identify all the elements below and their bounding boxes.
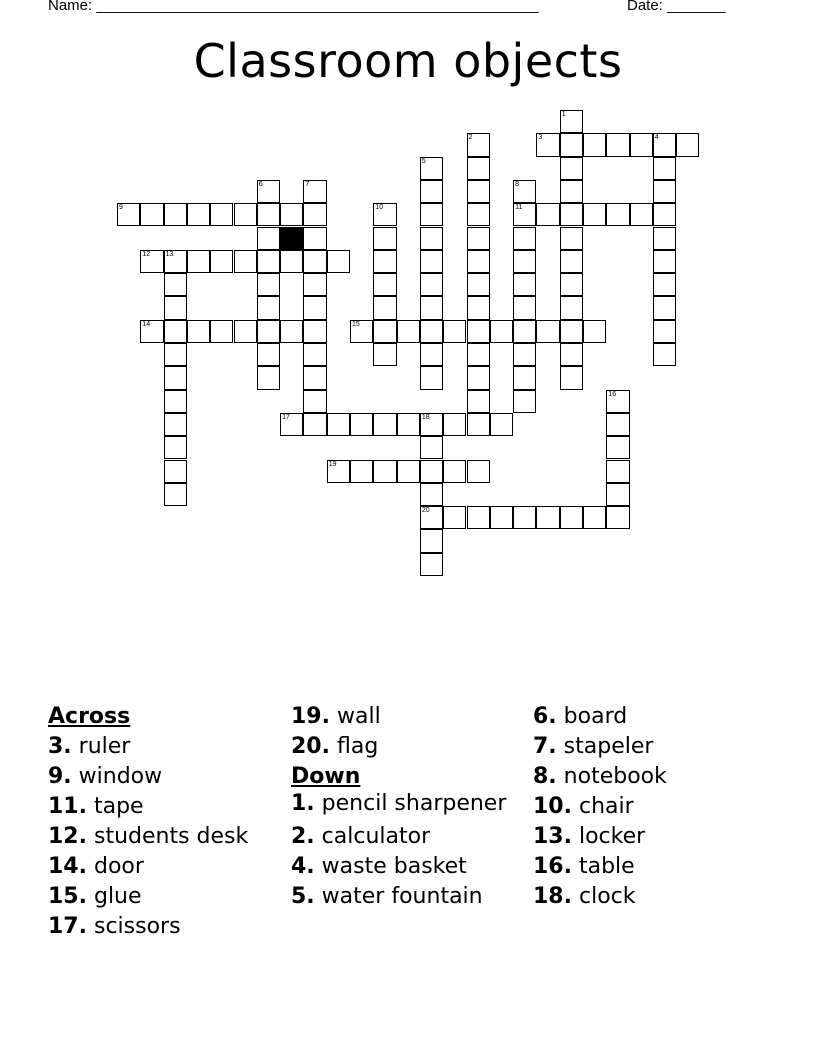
crossword-cell[interactable] (653, 180, 676, 203)
crossword-cell[interactable] (536, 320, 559, 343)
clue-number: 15. (48, 884, 87, 909)
black-cell (280, 227, 303, 250)
crossword-cell[interactable] (164, 390, 187, 413)
crossword-cell[interactable] (653, 296, 676, 319)
crossword-cell[interactable] (234, 320, 257, 343)
crossword-cell[interactable] (606, 390, 629, 413)
clue-number: 18. (533, 884, 572, 909)
clue-text: window (78, 764, 163, 789)
crossword-cell[interactable] (653, 157, 676, 180)
crossword-cell[interactable] (606, 506, 629, 529)
crossword-cell[interactable] (303, 413, 326, 436)
clue-number: 9. (48, 764, 72, 789)
clue-number: 7. (533, 734, 557, 759)
crossword-cell[interactable] (513, 203, 536, 226)
crossword-cell[interactable] (467, 157, 490, 180)
crossword-cell[interactable] (327, 413, 350, 436)
crossword-cell[interactable] (513, 343, 536, 366)
crossword-cell[interactable] (210, 250, 233, 273)
crossword-cell[interactable] (373, 227, 396, 250)
clue-text: chair (578, 794, 634, 819)
crossword-cell[interactable] (140, 320, 163, 343)
crossword-cell[interactable] (443, 506, 466, 529)
crossword-cell[interactable] (513, 296, 536, 319)
clue-item (533, 822, 773, 852)
clue-item (48, 732, 288, 762)
cell-number: 11 (515, 204, 523, 212)
clue-number: 20. (291, 734, 330, 759)
crossword-cell[interactable] (257, 180, 280, 203)
clue-item (533, 732, 773, 762)
crossword-cell[interactable] (536, 203, 559, 226)
crossword-cell[interactable] (373, 460, 396, 483)
crossword-cell[interactable] (467, 366, 490, 389)
clue-item (533, 792, 773, 822)
crossword-cell[interactable] (676, 133, 699, 156)
crossword-cell[interactable] (164, 320, 187, 343)
clue-item (48, 882, 288, 912)
crossword-cell[interactable] (583, 506, 606, 529)
clue-number: 5. (291, 884, 315, 909)
crossword-cell[interactable] (350, 460, 373, 483)
crossword-cell[interactable] (397, 413, 420, 436)
crossword-cell[interactable] (513, 227, 536, 250)
crossword-cell[interactable] (653, 203, 676, 226)
clue-item (48, 822, 288, 852)
crossword-cell[interactable] (420, 227, 443, 250)
across-heading: Across (48, 704, 131, 729)
crossword-cell[interactable] (653, 343, 676, 366)
crossword-cell[interactable] (467, 460, 490, 483)
crossword-cell[interactable] (606, 413, 629, 436)
crossword-cell[interactable] (560, 250, 583, 273)
clue-item (291, 792, 531, 822)
crossword-cell[interactable] (373, 273, 396, 296)
clue-text: glue (93, 884, 142, 909)
clue-number: 19. (291, 704, 330, 729)
clues-column-2 (291, 702, 531, 912)
crossword-cell[interactable] (420, 413, 443, 436)
clue-text: pencil sharpener (321, 791, 507, 816)
crossword-cell[interactable] (373, 296, 396, 319)
crossword-cell[interactable] (490, 506, 513, 529)
crossword-cell[interactable] (164, 296, 187, 319)
crossword-cell[interactable] (257, 320, 280, 343)
crossword-cell[interactable] (443, 413, 466, 436)
crossword-cell[interactable] (164, 343, 187, 366)
clues-column-3 (533, 702, 773, 912)
crossword-cell[interactable] (140, 203, 163, 226)
crossword-cell[interactable] (327, 250, 350, 273)
crossword-cell[interactable] (420, 553, 443, 576)
crossword-cell[interactable] (210, 320, 233, 343)
crossword-cell[interactable] (303, 227, 326, 250)
clue-number: 3. (48, 734, 72, 759)
crossword-cell[interactable] (630, 133, 653, 156)
crossword-cell[interactable] (373, 343, 396, 366)
crossword-cell[interactable] (303, 180, 326, 203)
crossword-cell[interactable] (373, 320, 396, 343)
crossword-cell[interactable] (467, 203, 490, 226)
crossword-cell[interactable] (420, 157, 443, 180)
crossword-cell[interactable] (303, 366, 326, 389)
clue-item (533, 882, 773, 912)
cell-number: 10 (375, 204, 384, 212)
crossword-cell[interactable] (443, 460, 466, 483)
clue-item (48, 762, 288, 792)
crossword-cell[interactable] (257, 203, 280, 226)
clue-item (291, 852, 531, 882)
crossword-cell[interactable] (420, 320, 443, 343)
clue-number: 4. (291, 854, 315, 879)
crossword-cell[interactable] (234, 250, 257, 273)
clue-number: 10. (533, 794, 572, 819)
crossword-cell[interactable] (583, 133, 606, 156)
clue-item (291, 702, 531, 732)
crossword-cell[interactable] (164, 436, 187, 459)
clue-text: clock (578, 884, 636, 909)
crossword-cell[interactable] (420, 506, 443, 529)
clue-number: 6. (533, 704, 557, 729)
cell-number: 3 (538, 134, 543, 142)
crossword-cell[interactable] (117, 203, 140, 226)
crossword-cell[interactable] (583, 203, 606, 226)
clue-number: 14. (48, 854, 87, 879)
cell-number: 14 (142, 320, 151, 328)
cell-number: 17 (282, 413, 290, 421)
cell-number: 5 (421, 157, 426, 165)
crossword-cell[interactable] (420, 296, 443, 319)
crossword-cell[interactable] (513, 390, 536, 413)
crossword-cell[interactable] (653, 320, 676, 343)
clue-text: students desk (93, 824, 249, 849)
crossword-cell[interactable] (397, 460, 420, 483)
clue-item (291, 732, 531, 762)
crossword-cell[interactable] (467, 133, 490, 156)
clue-text: board (563, 704, 628, 729)
crossword-cell[interactable] (164, 460, 187, 483)
crossword-cell[interactable] (210, 203, 233, 226)
crossword-cell[interactable] (630, 203, 653, 226)
clue-item (291, 822, 531, 852)
cell-number: 13 (165, 250, 174, 258)
cell-number: 8 (515, 180, 519, 188)
cell-number: 4 (654, 134, 659, 142)
crossword-cell[interactable] (467, 227, 490, 250)
cell-number: 18 (421, 413, 430, 421)
crossword-cell[interactable] (303, 273, 326, 296)
cell-number: 16 (608, 390, 617, 398)
crossword-cell[interactable] (420, 366, 443, 389)
cell-number: 19 (328, 460, 337, 468)
clue-number: 17. (48, 914, 87, 939)
crossword-cell[interactable] (257, 227, 280, 250)
crossword-cell[interactable] (606, 436, 629, 459)
cell-number: 2 (468, 134, 473, 142)
crossword-cell[interactable] (560, 273, 583, 296)
crossword-cell[interactable] (560, 203, 583, 226)
crossword-cell[interactable] (257, 343, 280, 366)
crossword-cell[interactable] (513, 506, 536, 529)
date-label: Date: (627, 0, 663, 14)
clue-item (48, 852, 288, 882)
crossword-cell[interactable] (513, 180, 536, 203)
crossword-cell[interactable] (280, 320, 303, 343)
crossword-cell[interactable] (560, 296, 583, 319)
crossword-cell[interactable] (467, 390, 490, 413)
crossword-cell[interactable] (303, 390, 326, 413)
clue-number: 13. (533, 824, 572, 849)
crossword-cell[interactable] (280, 413, 303, 436)
crossword-cell[interactable] (467, 343, 490, 366)
crossword-cell[interactable] (467, 506, 490, 529)
crossword-cell[interactable] (187, 250, 210, 273)
crossword-cell[interactable] (164, 366, 187, 389)
clue-text: waste basket (321, 854, 467, 879)
clue-text: flag (336, 734, 379, 759)
crossword-cell[interactable] (583, 320, 606, 343)
crossword-cell[interactable] (560, 180, 583, 203)
clue-text: notebook (563, 764, 667, 789)
crossword-cell[interactable] (653, 227, 676, 250)
crossword-cell[interactable] (327, 460, 350, 483)
crossword-cell[interactable] (164, 203, 187, 226)
crossword-cell[interactable] (420, 250, 443, 273)
crossword-cell[interactable] (420, 460, 443, 483)
crossword-cell[interactable] (164, 273, 187, 296)
crossword-cell[interactable] (513, 250, 536, 273)
crossword-cell[interactable] (373, 413, 396, 436)
clue-text: table (578, 854, 635, 879)
crossword-cell[interactable] (560, 506, 583, 529)
crossword-cell[interactable] (467, 250, 490, 273)
crossword-cell[interactable] (187, 320, 210, 343)
cell-number: 6 (258, 180, 263, 188)
crossword-cell[interactable] (350, 413, 373, 436)
clue-item (48, 792, 288, 822)
crossword-cell[interactable] (420, 203, 443, 226)
name-blank: _____________________________________________________ (96, 0, 539, 14)
crossword-cell[interactable] (513, 366, 536, 389)
crossword-cell[interactable] (373, 250, 396, 273)
clue-number: 1. (291, 791, 315, 816)
clue-number: 11. (48, 794, 87, 819)
clue-item (291, 882, 531, 912)
crossword-cell[interactable] (420, 483, 443, 506)
clue-text: door (93, 854, 144, 879)
clue-text: locker (578, 824, 646, 849)
crossword-cell[interactable] (513, 273, 536, 296)
cell-number: 7 (305, 180, 310, 188)
crossword-cell[interactable] (606, 203, 629, 226)
clues-column-1 (48, 702, 288, 942)
down-heading: Down (291, 764, 361, 789)
crossword-cell[interactable] (606, 483, 629, 506)
page-title: Classroom objects (193, 34, 623, 88)
crossword-cell[interactable] (280, 250, 303, 273)
clue-item (48, 912, 288, 942)
crossword-cell[interactable] (490, 320, 513, 343)
crossword-cell[interactable] (303, 250, 326, 273)
crossword-cell[interactable] (560, 320, 583, 343)
crossword-cell[interactable] (234, 203, 257, 226)
clue-number: 8. (533, 764, 557, 789)
clue-text: calculator (321, 824, 431, 849)
crossword-cell[interactable] (606, 460, 629, 483)
clue-text: tape (93, 794, 144, 819)
clue-item (533, 852, 773, 882)
crossword-cell[interactable] (373, 203, 396, 226)
crossword-cell[interactable] (140, 250, 163, 273)
clue-text: water fountain (321, 884, 483, 909)
clue-text: scissors (93, 914, 181, 939)
crossword-cell[interactable] (467, 180, 490, 203)
clue-text: stapeler (563, 734, 654, 759)
crossword-cell[interactable] (653, 250, 676, 273)
crossword-cell[interactable] (303, 296, 326, 319)
crossword-cell[interactable] (467, 296, 490, 319)
crossword-cell[interactable] (513, 320, 536, 343)
crossword-cell[interactable] (467, 413, 490, 436)
crossword-cell[interactable] (164, 483, 187, 506)
crossword-cell[interactable] (257, 250, 280, 273)
crossword-cell[interactable] (420, 343, 443, 366)
clue-item (533, 702, 773, 732)
crossword-cell[interactable] (397, 320, 420, 343)
crossword-cell[interactable] (257, 366, 280, 389)
cell-number: 9 (119, 204, 123, 212)
crossword-cell[interactable] (303, 343, 326, 366)
cell-number: 1 (561, 111, 566, 118)
crossword-cell[interactable] (560, 110, 583, 133)
crossword-cell[interactable] (536, 506, 559, 529)
clue-text: wall (336, 704, 381, 729)
crossword-cell[interactable] (303, 203, 326, 226)
crossword-cell[interactable] (280, 203, 303, 226)
crossword-cell[interactable] (560, 133, 583, 156)
crossword-cell[interactable] (443, 320, 466, 343)
cell-number: 20 (421, 507, 430, 515)
clue-number: 16. (533, 854, 572, 879)
crossword-cell[interactable] (467, 273, 490, 296)
clue-number: 12. (48, 824, 87, 849)
crossword-cell[interactable] (560, 343, 583, 366)
crossword-cell[interactable] (653, 133, 676, 156)
crossword-cell[interactable] (257, 273, 280, 296)
crossword-cell[interactable] (303, 320, 326, 343)
crossword-cell[interactable] (164, 250, 187, 273)
clue-text: ruler (78, 734, 131, 759)
crossword-cell[interactable] (257, 296, 280, 319)
clue-number: 2. (291, 824, 315, 849)
crossword-cell[interactable] (164, 413, 187, 436)
name-label: Name: (48, 0, 93, 14)
crossword-cell[interactable] (187, 203, 210, 226)
crossword-cell[interactable] (350, 320, 373, 343)
crossword-cell[interactable] (560, 366, 583, 389)
cell-number: 12 (142, 250, 151, 258)
crossword-cell[interactable] (420, 180, 443, 203)
crossword-cell[interactable] (606, 133, 629, 156)
crossword-cell[interactable] (420, 436, 443, 459)
crossword-cell[interactable] (536, 133, 559, 156)
crossword-cell[interactable] (560, 227, 583, 250)
clue-item (533, 762, 773, 792)
crossword-cell[interactable] (467, 320, 490, 343)
crossword-cell[interactable] (420, 273, 443, 296)
cell-number: 15 (352, 320, 360, 328)
crossword-cell[interactable] (420, 529, 443, 552)
crossword-cell[interactable] (560, 157, 583, 180)
crossword-cell[interactable] (490, 413, 513, 436)
date-blank: _______ (667, 0, 726, 14)
crossword-cell[interactable] (653, 273, 676, 296)
